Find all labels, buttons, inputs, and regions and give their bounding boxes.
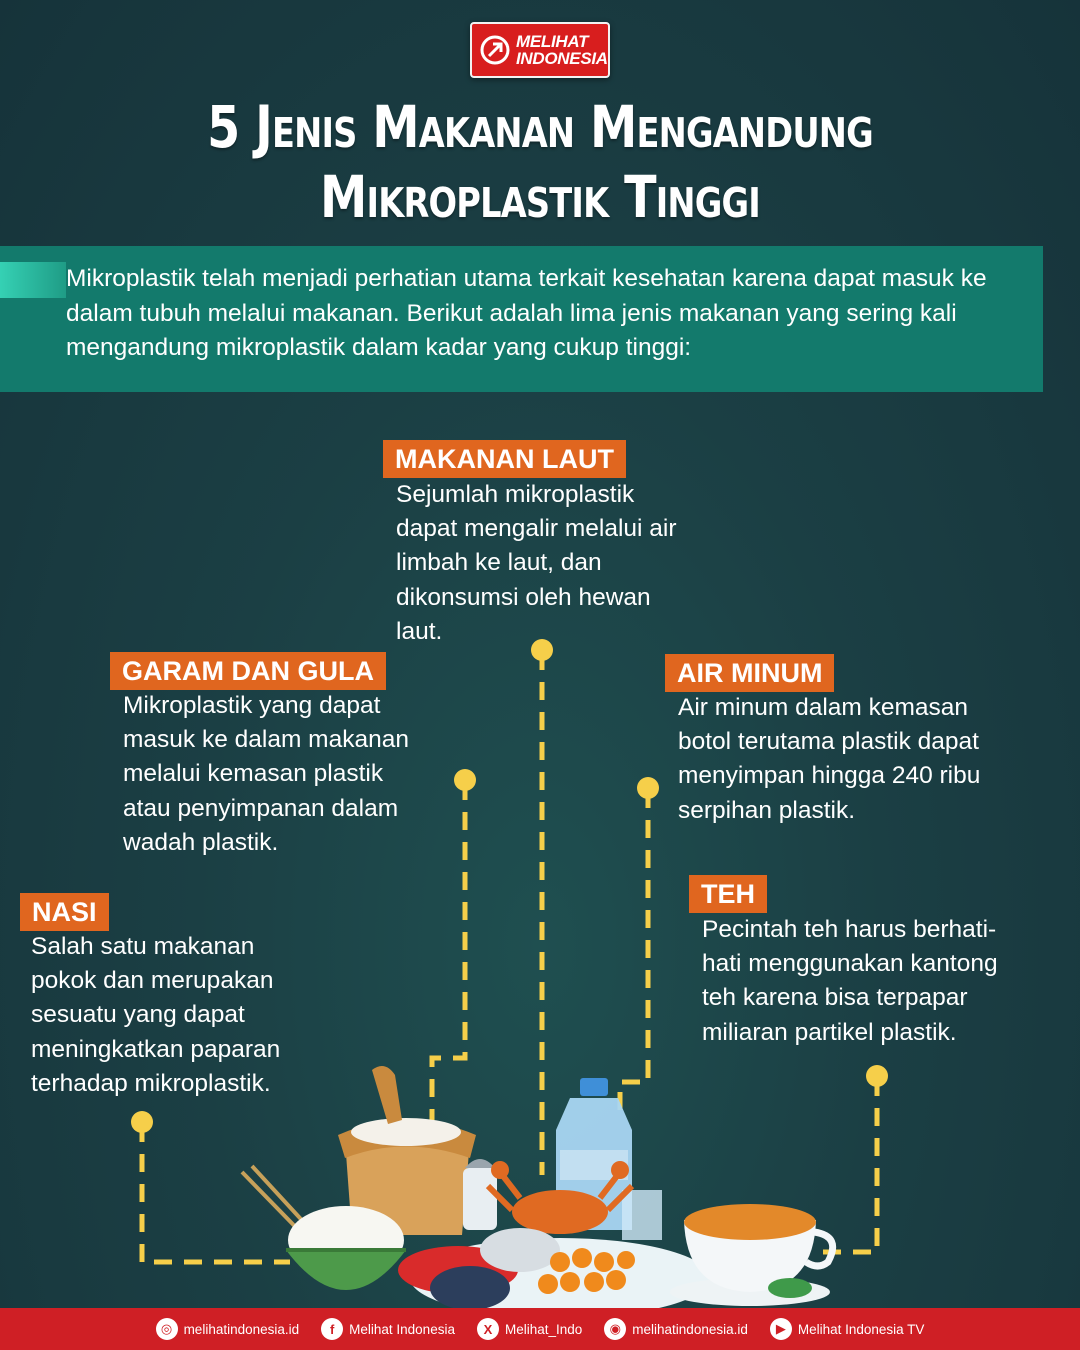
desc-line: melalui kemasan plastik	[123, 760, 384, 788]
intro-text: Mikroplastik telah menjadi perhatian utama terkait kesehatan karena dapat masuk ke dalam tubuh melalui makanan. Berikut adalah lima jenis makanan yang sering kali mengandung mikroplastik dalam kadar yang cukup tinggi:	[66, 265, 987, 361]
tea-cup-illustration	[670, 1204, 833, 1306]
social-x[interactable]	[477, 1318, 582, 1340]
desc-line: sesuatu yang dapat	[31, 1001, 245, 1029]
desc-line: botol terutama plastik dapat	[678, 728, 979, 756]
desc-nasi	[31, 930, 280, 1101]
brand-line-1: MELIHAT	[516, 32, 589, 51]
label-nasi: NASI	[20, 893, 109, 931]
desc-line: masuk ke dalam makanan	[123, 726, 409, 754]
social-footer	[0, 1308, 1080, 1350]
dot-nasi	[131, 1111, 153, 1133]
social-youtube-text: Melihat Indonesia TV	[797, 1321, 925, 1337]
desc-air-minum	[678, 691, 980, 828]
social-facebook-text: Melihat Indonesia	[349, 1321, 455, 1337]
desc-line: teh karena bisa terpapar	[702, 984, 968, 1012]
title-line-1: 5 Jenis Makanan Mengandung	[207, 93, 873, 161]
x-icon: X	[477, 1318, 499, 1340]
desc-line: Air minum dalam kemasan	[678, 694, 969, 721]
desc-teh	[702, 913, 998, 1050]
desc-line: terhadap mikroplastik.	[31, 1069, 271, 1097]
line-teh	[815, 1078, 877, 1252]
desc-line: wadah plastik.	[123, 828, 279, 856]
desc-line: Sejumlah mikroplastik	[396, 481, 635, 508]
desc-makanan-laut	[396, 478, 677, 649]
desc-line: menyimpan hingga 240 ribu	[678, 762, 981, 790]
line-nasi	[142, 1124, 290, 1262]
desc-line: Salah satu makanan	[31, 933, 255, 960]
desc-line: dikonsumsi oleh hewan	[396, 583, 651, 611]
social-website[interactable]	[156, 1318, 300, 1340]
desc-garam-gula	[123, 689, 409, 860]
social-instagram-text: melihatindonesia.id	[632, 1321, 748, 1337]
desc-line: meningkatkan paparan	[31, 1035, 281, 1063]
label-teh: TEH	[689, 875, 767, 913]
social-instagram[interactable]	[604, 1318, 748, 1340]
desc-line: dapat mengalir melalui air	[396, 515, 677, 543]
desc-line: hati menggunakan kantong	[702, 950, 998, 978]
line-air-minum	[620, 790, 648, 1110]
title-line-2: Mikroplastik Tinggi	[320, 163, 760, 231]
seafood-plate-illustration	[398, 1228, 710, 1318]
desc-line: pokok dan merupakan	[31, 967, 274, 995]
dot-teh	[866, 1065, 888, 1087]
facebook-icon: f	[321, 1318, 343, 1340]
label-makanan-laut: MAKANAN LAUT	[383, 440, 626, 478]
desc-line: miliaran partikel plastik.	[702, 1018, 957, 1046]
label-garam-gula: GARAM DAN GULA	[110, 652, 386, 690]
desc-line: Mikroplastik yang dapat	[123, 692, 381, 719]
label-air-minum: AIR MINUM	[665, 654, 834, 692]
social-website-text: melihatindonesia.id	[183, 1321, 300, 1337]
dot-air-minum	[637, 777, 659, 799]
dot-garam-gula	[454, 769, 476, 791]
globe-icon: ◎	[156, 1318, 178, 1340]
desc-line: serpihan plastik.	[678, 796, 856, 824]
social-youtube[interactable]	[770, 1318, 925, 1340]
instagram-icon: ◉	[604, 1318, 626, 1340]
social-x-text: Melihat_Indo	[504, 1321, 583, 1337]
desc-line: laut.	[396, 617, 443, 645]
line-garam-gula	[432, 782, 465, 1125]
youtube-icon: ▶	[770, 1318, 792, 1340]
social-facebook[interactable]	[321, 1318, 455, 1340]
brand-line-2: INDONESIA	[516, 49, 608, 68]
desc-line: atau penyimpanan dalam	[123, 794, 399, 822]
desc-line: Pecintah teh harus berhati-	[702, 916, 997, 943]
desc-line: limbah ke laut, dan	[396, 549, 602, 577]
